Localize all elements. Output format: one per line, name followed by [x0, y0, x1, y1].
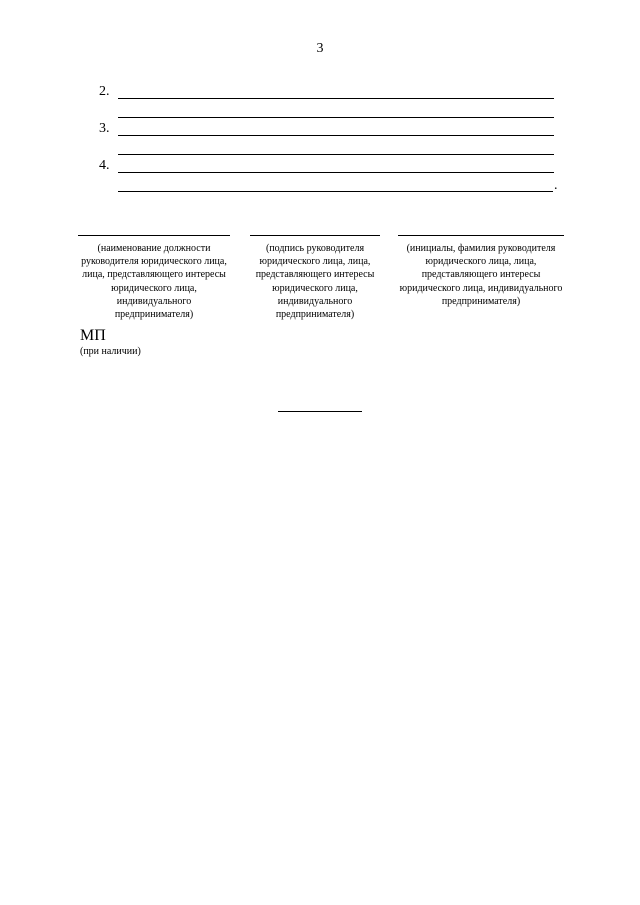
stamp-label: МП	[80, 327, 106, 344]
signature-line-name	[398, 235, 564, 236]
list-end-mark: .	[554, 178, 558, 193]
signature-line-signature	[250, 235, 380, 236]
stamp-note: (при наличии)	[80, 346, 141, 357]
position-caption: (наименование должности руководителя юридического лица, лица, представляющего интересы юридического лица, индивидуального предпринимателя)	[81, 243, 227, 321]
list-item-number-3: 3.	[99, 121, 110, 136]
fill-line	[118, 117, 554, 118]
signature-caption: (подпись руководителя юридического лица, лица, представляющего интересы юридического лица, индивидуального предпринимателя)	[255, 243, 375, 321]
fill-line	[118, 191, 553, 192]
page-number: 3	[316, 41, 324, 56]
end-of-document-line	[278, 411, 362, 412]
fill-line	[118, 135, 554, 136]
fill-line	[118, 154, 554, 155]
fill-line	[118, 98, 554, 99]
signature-line-position	[78, 235, 230, 236]
list-item-number-4: 4.	[99, 158, 110, 173]
fill-line	[118, 172, 554, 173]
list-item-number-2: 2.	[99, 84, 110, 99]
name-caption: (инициалы, фамилия руководителя юридического лица, лица, представляющего интересы юридического лица, индивидуального предпринимателя)	[399, 243, 563, 307]
